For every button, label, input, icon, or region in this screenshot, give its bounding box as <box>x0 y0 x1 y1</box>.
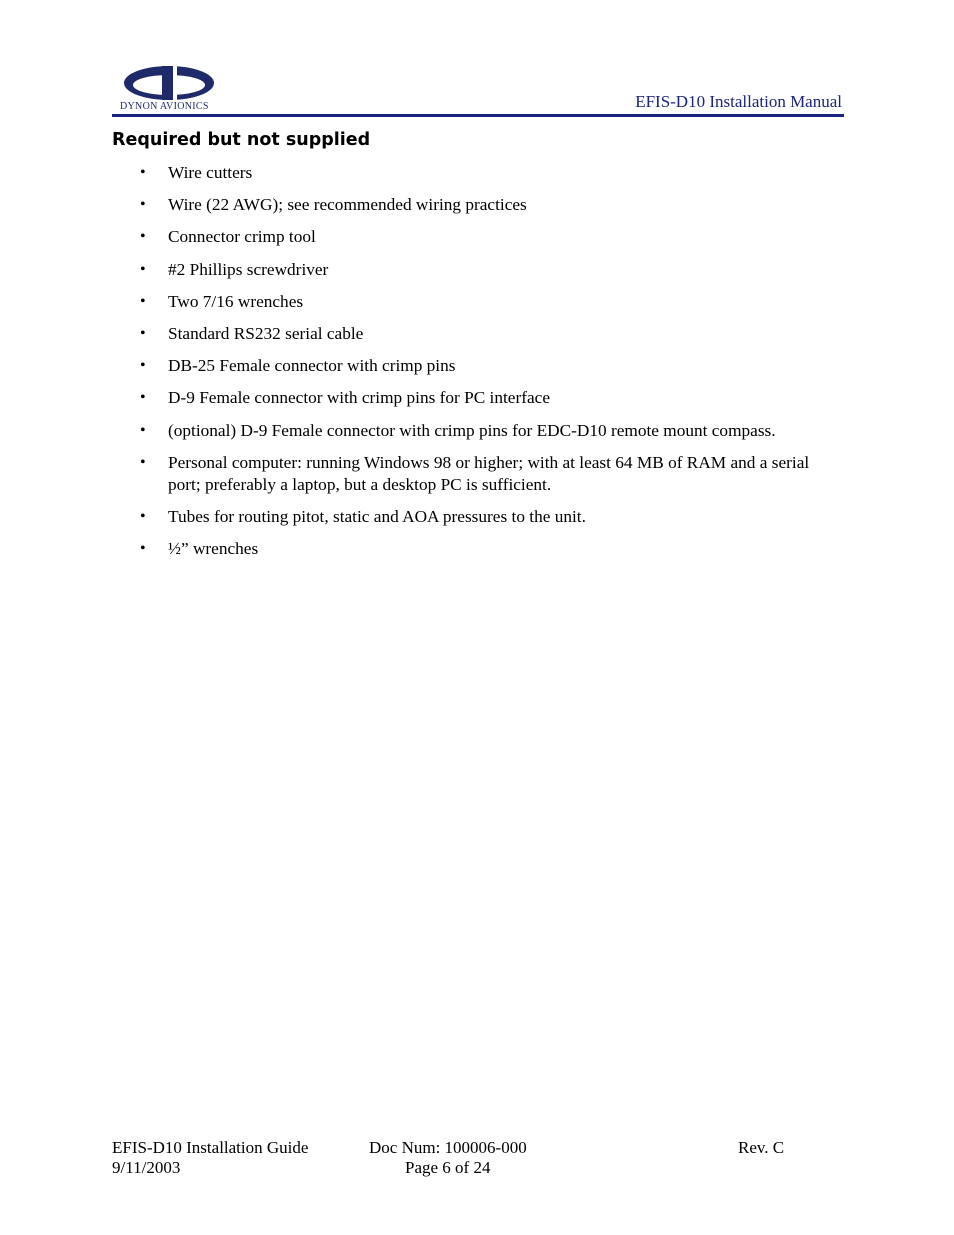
bullet-icon: • <box>140 357 146 375</box>
footer-doc-number: Doc Num: 100006-000 <box>369 1138 527 1157</box>
list-item-text: Personal computer: running Windows 98 or higher; with at least 64 MB of RAM and a serial port; preferably a laptop, but a desktop PC is sufficient. <box>168 452 810 494</box>
bullet-icon: • <box>140 507 146 525</box>
footer-revision: Rev. C <box>738 1138 785 1157</box>
required-items-list <box>112 162 844 570</box>
list-item-text: DB-25 Female connector with crimp pins <box>168 356 456 376</box>
logo-text: DYNON AVIONICS <box>120 101 209 112</box>
bullet-icon: • <box>140 540 146 558</box>
bullet-icon: • <box>140 453 146 471</box>
list-item-text: Two 7/16 wrenches <box>168 291 304 311</box>
list-item <box>112 506 844 528</box>
bullet-icon: • <box>140 292 146 310</box>
list-item <box>112 387 844 409</box>
bullet-icon: • <box>140 260 146 278</box>
bullet-icon: • <box>140 324 146 342</box>
list-item-text: Connector crimp tool <box>168 227 316 247</box>
list-item-text: Wire (22 AWG); see recommended wiring practices <box>168 195 527 215</box>
footer-guide-title: EFIS-D10 Installation Guide <box>112 1138 309 1157</box>
list-item <box>112 538 844 560</box>
list-item <box>112 162 844 184</box>
list-item <box>112 323 844 345</box>
footer-page-number: Page 6 of 24 <box>405 1158 491 1177</box>
list-item <box>112 355 844 377</box>
footer-date: 9/11/2003 <box>112 1158 181 1177</box>
bullet-icon: • <box>140 228 146 246</box>
dynon-logo-icon <box>122 64 216 102</box>
dynon-logo <box>120 64 230 114</box>
list-item <box>112 259 844 281</box>
document-title: EFIS-D10 Installation Manual <box>635 92 842 111</box>
page-footer <box>112 1138 844 1182</box>
list-item-text: Standard RS232 serial cable <box>168 323 364 343</box>
header-rule <box>112 114 844 117</box>
page-header <box>112 60 844 118</box>
list-item-text: #2 Phillips screwdriver <box>168 259 329 279</box>
bullet-icon: • <box>140 389 146 407</box>
list-item-text: Wire cutters <box>168 163 253 182</box>
list-item <box>112 291 844 313</box>
bullet-icon: • <box>140 196 146 214</box>
list-item-text: (optional) D-9 Female connector with crimp pins for EDC-D10 remote mount compass. <box>168 420 776 440</box>
list-item <box>112 194 844 216</box>
list-item-text: Tubes for routing pitot, static and AOA pressures to the unit. <box>168 506 586 526</box>
section-heading: Required but not supplied <box>112 130 371 150</box>
list-item <box>112 226 844 248</box>
list-item-text: D-9 Female connector with crimp pins for PC interface <box>168 388 550 408</box>
bullet-icon: • <box>140 164 146 181</box>
list-item <box>112 452 844 496</box>
list-item <box>112 420 844 442</box>
bullet-icon: • <box>140 421 146 439</box>
list-item-text: ½” wrenches <box>168 539 259 559</box>
